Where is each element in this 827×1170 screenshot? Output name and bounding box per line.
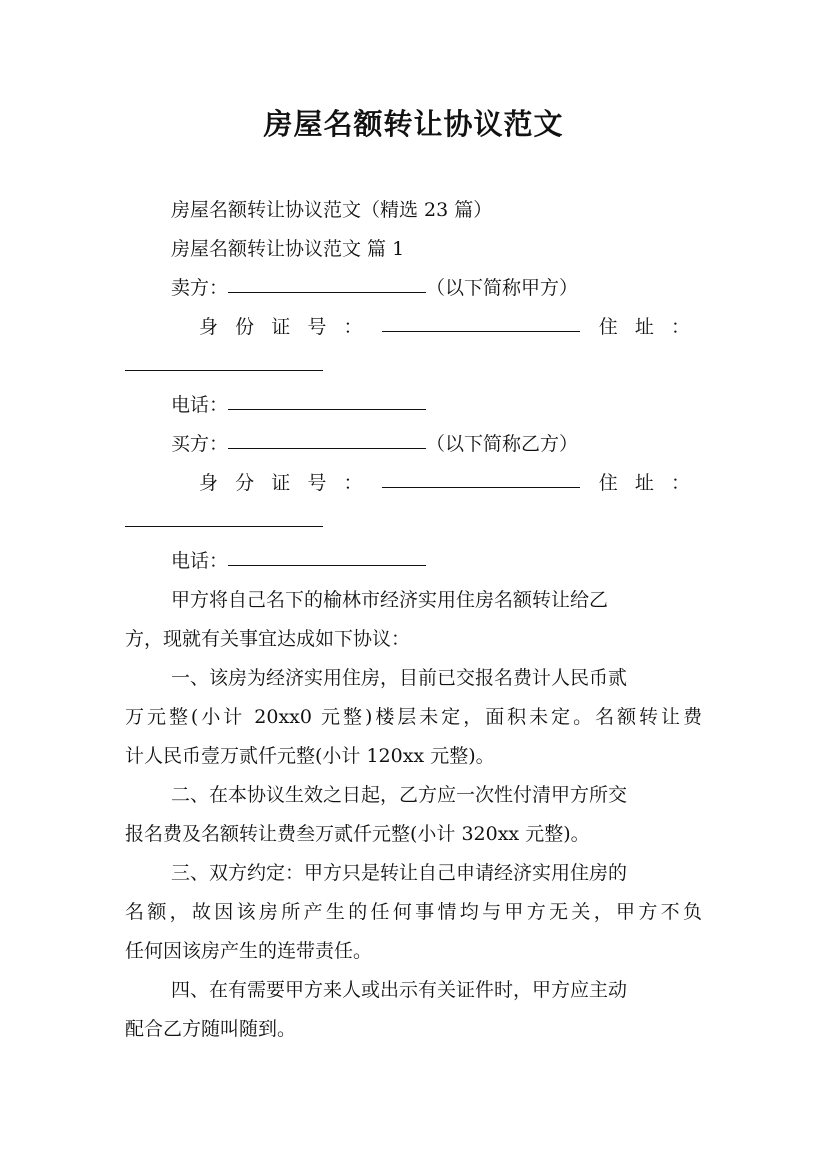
body-line: 方，现就有关事宜达成如下协议：: [125, 628, 411, 650]
buyer-name-blank: [228, 448, 426, 449]
buyer-id-address-line: [199, 474, 690, 493]
seller-id-char: 证: [271, 316, 291, 338]
body-line: 报名费及名额转让费叁万贰仟元整(小计 320xx 元整)。: [125, 823, 590, 845]
buyer-id-char: 身: [199, 472, 219, 494]
buyer-id-char: ：: [343, 472, 363, 494]
seller-label: 卖方：: [171, 277, 229, 299]
document-subtitle: 房屋名额转让协议范文（精选 23 篇）: [171, 199, 493, 221]
seller-id-char: ：: [343, 316, 363, 338]
buyer-id-char: 分: [235, 472, 255, 494]
buyer-phone-line: [171, 552, 426, 571]
buyer-id-char: 号: [307, 472, 327, 494]
body-line: 三、双方约定：甲方只是转让自己申请经济实用住房的: [171, 862, 628, 884]
body-line: 任何因该房产生的连带责任。: [125, 940, 373, 962]
body-line: 配合乙方随叫随到。: [125, 1018, 297, 1040]
buyer-phone-label: 电话：: [171, 550, 229, 572]
buyer-address-blank: [125, 526, 323, 527]
buyer-addr-char: 住: [598, 472, 618, 494]
section-heading: 房屋名额转让协议范文 篇 1: [171, 238, 405, 260]
seller-id-char: 身: [199, 316, 219, 338]
seller-id-address-line: [199, 318, 690, 337]
buyer-id-blank: [382, 487, 580, 488]
seller-id-char: 份: [235, 316, 255, 338]
seller-id-blank: [382, 331, 580, 332]
buyer-label: 买方：: [171, 433, 229, 455]
body-line: 四、在有需要甲方来人或出示有关证件时，甲方应主动: [171, 979, 628, 1001]
seller-address-blank: [125, 370, 323, 371]
buyer-address-line: [125, 513, 323, 532]
seller-phone-label: 电话：: [171, 394, 229, 416]
seller-line: [171, 279, 578, 298]
body-line: 名额，故因该房所产生的任何事情均与甲方无关，甲方不负: [125, 901, 702, 923]
body-line: 二、在本协议生效之日起，乙方应一次性付清甲方所交: [171, 784, 628, 806]
buyer-note: （以下简称乙方）: [426, 433, 579, 455]
seller-phone-line: [171, 396, 426, 415]
body-line: 甲方将自己名下的榆林市经济实用住房名额转让给乙: [171, 589, 609, 611]
body-line: 计人民币壹万贰仟元整(小计 120xx 元整)。: [125, 745, 495, 767]
body-line: 一、该房为经济实用住房，目前已交报名费计人民币贰: [171, 667, 628, 689]
seller-phone-blank: [228, 409, 426, 410]
body-line: 万元整(小计 20xx0 元整)楼层未定，面积未定。名额转让费: [125, 706, 702, 728]
seller-note: （以下简称甲方）: [426, 277, 579, 299]
buyer-addr-char: ：: [670, 472, 690, 494]
seller-address-line: [125, 357, 323, 376]
seller-addr-char: 址: [634, 316, 654, 338]
buyer-addr-char: 址: [634, 472, 654, 494]
seller-id-char: 号: [307, 316, 327, 338]
buyer-phone-blank: [228, 565, 426, 566]
buyer-line: [171, 435, 578, 454]
document-title: 房屋名额转让协议范文: [263, 107, 564, 141]
buyer-id-char: 证: [271, 472, 291, 494]
seller-name-blank: [228, 292, 426, 293]
seller-addr-char: 住: [598, 316, 618, 338]
seller-addr-char: ：: [670, 316, 690, 338]
